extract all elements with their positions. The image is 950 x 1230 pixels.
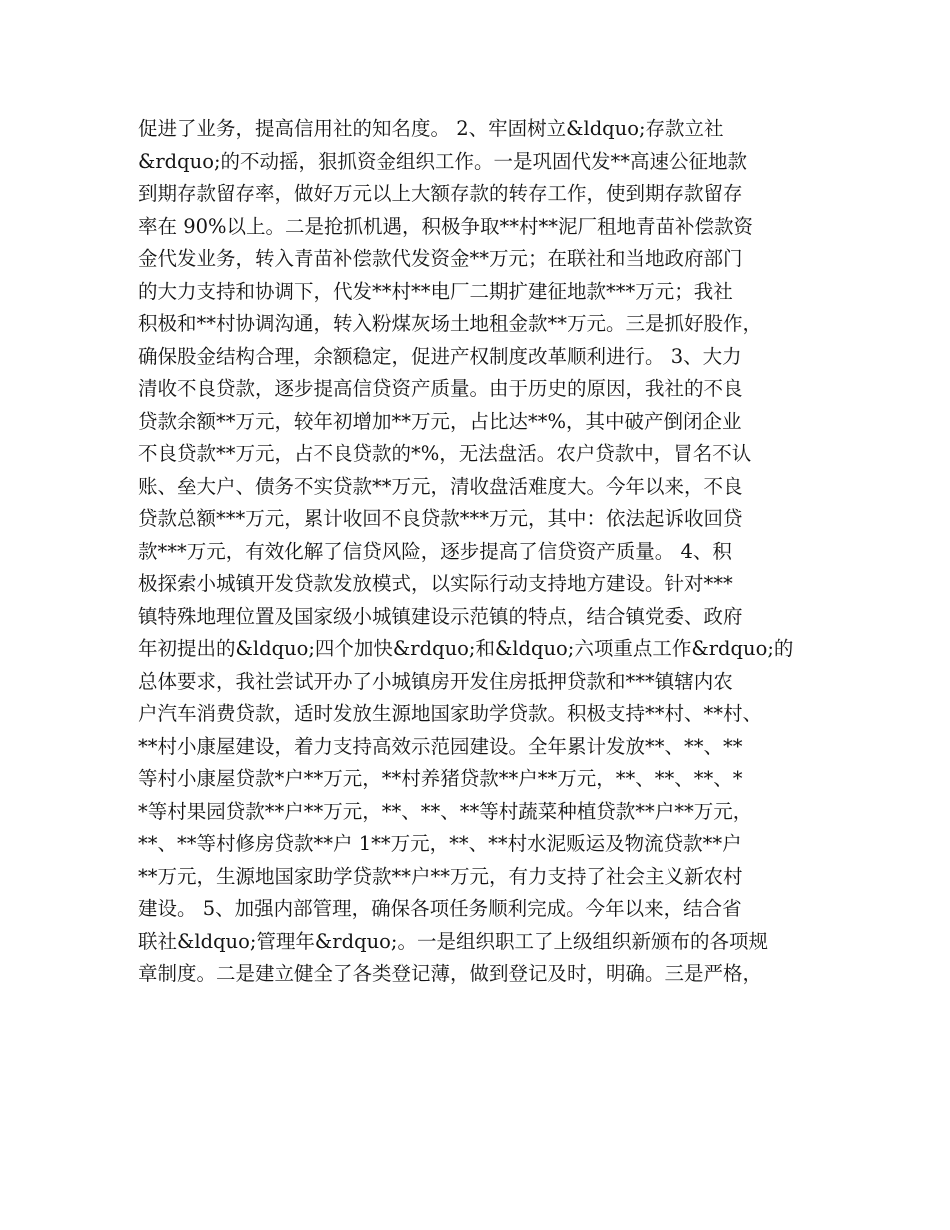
text-line: 贷款总额***万元，累计收回不良贷款***万元，其中：依法起诉收回贷 [138,507,743,530]
text-line: 章制度。二是建立健全了各类登记薄，做到登记及时，明确。三是严格， [138,962,763,985]
text-line: 的大力支持和协调下，代发**村**电厂二期扩建征地款***万元；我社 [138,279,733,303]
text-line: 金代发业务，转入青苗补偿款代发资金**万元；在联社和当地政府部门 [138,247,743,270]
text-line: 贷款余额**万元，较年初增加**万元，占比达**%，其中破产倒闭企业 [138,409,742,433]
text-line: *等村果园贷款**户**万元，**、**、**等村蔬菜种植贷款**户**万元， [138,799,753,823]
text-line: 率在 90%以上。二是抢抓机遇，积极争取**村**泥厂租地青苗补偿款资 [138,214,754,238]
text-line: 等村小康屋贷款*户**万元，**村养猪贷款**户**万元，**、**、**、* [138,767,743,790]
text-line: 镇特殊地理位置及国家级小城镇建设示范镇的特点，结合镇党委、政府 [138,604,743,628]
text-line: 不良贷款**万元，占不良贷款的*%，无法盘活。农户贷款中，冒名不认 [138,442,752,465]
text-line: 清收不良贷款，逐步提高信贷资产质量。由于历史的原因，我社的不良 [138,377,743,400]
text-line: 极探索小城镇开发贷款发放模式，以实际行动支持地方建设。针对*** [138,572,733,595]
text-line: 账、垒大户、债务不实贷款**万元，清收盘活难度大。今年以来，不良 [138,474,743,498]
text-line: 年初提出的&ldquo;四个加快&rdquo;和&ldquo;六项重点工作&rdquo;的 [138,637,794,660]
text-line: 到期存款留存率，做好万元以上大额存款的转存工作，使到期存款留存 [138,182,743,205]
text-line: &rdquo;的不动摇，狠抓资金组织工作。一是巩固代发**高速公征地款 [138,149,748,173]
text-line: 确保股金结构合理，余额稳定，促进产权制度改革顺利进行。 3、大力 [138,344,742,368]
text-line: 建设。 5、加强内部管理，确保各项任务顺利完成。今年以来，结合省 [138,897,742,920]
text-line: 款***万元，有效化解了信贷风险，逐步提高了信贷资产质量。 4、积 [138,539,732,563]
text-line: 促进了业务，提高信用社的知名度。 2、牢固树立&ldquo;存款立社 [138,117,724,140]
text-line: 户汽车消费贷款，适时发放生源地国家助学贷款。积极支持**村、**村、 [138,702,763,725]
text-line: 总体要求，我社尝试开办了小城镇房开发住房抵押贷款和***镇辖内农 [138,669,733,693]
text-line: **村小康屋建设，着力支持高效示范园建设。全年累计发放**、**、** [138,734,743,758]
body-text [138,113,828,991]
text-line: **万元，生源地国家助学贷款**户**万元，有力支持了社会主义新农村 [138,864,743,888]
text-line: **、**等村修房贷款**户 1**万元，**、**村水泥贩运及物流贷款**户 [138,832,742,855]
text-line: 联社&ldquo;管理年&rdquo;。一是组织职工了上级组织新颁布的各项规 [138,929,768,953]
text-line: 积极和**村协调沟通，转入粉煤灰场土地租金款**万元。三是抓好股作， [138,312,763,335]
